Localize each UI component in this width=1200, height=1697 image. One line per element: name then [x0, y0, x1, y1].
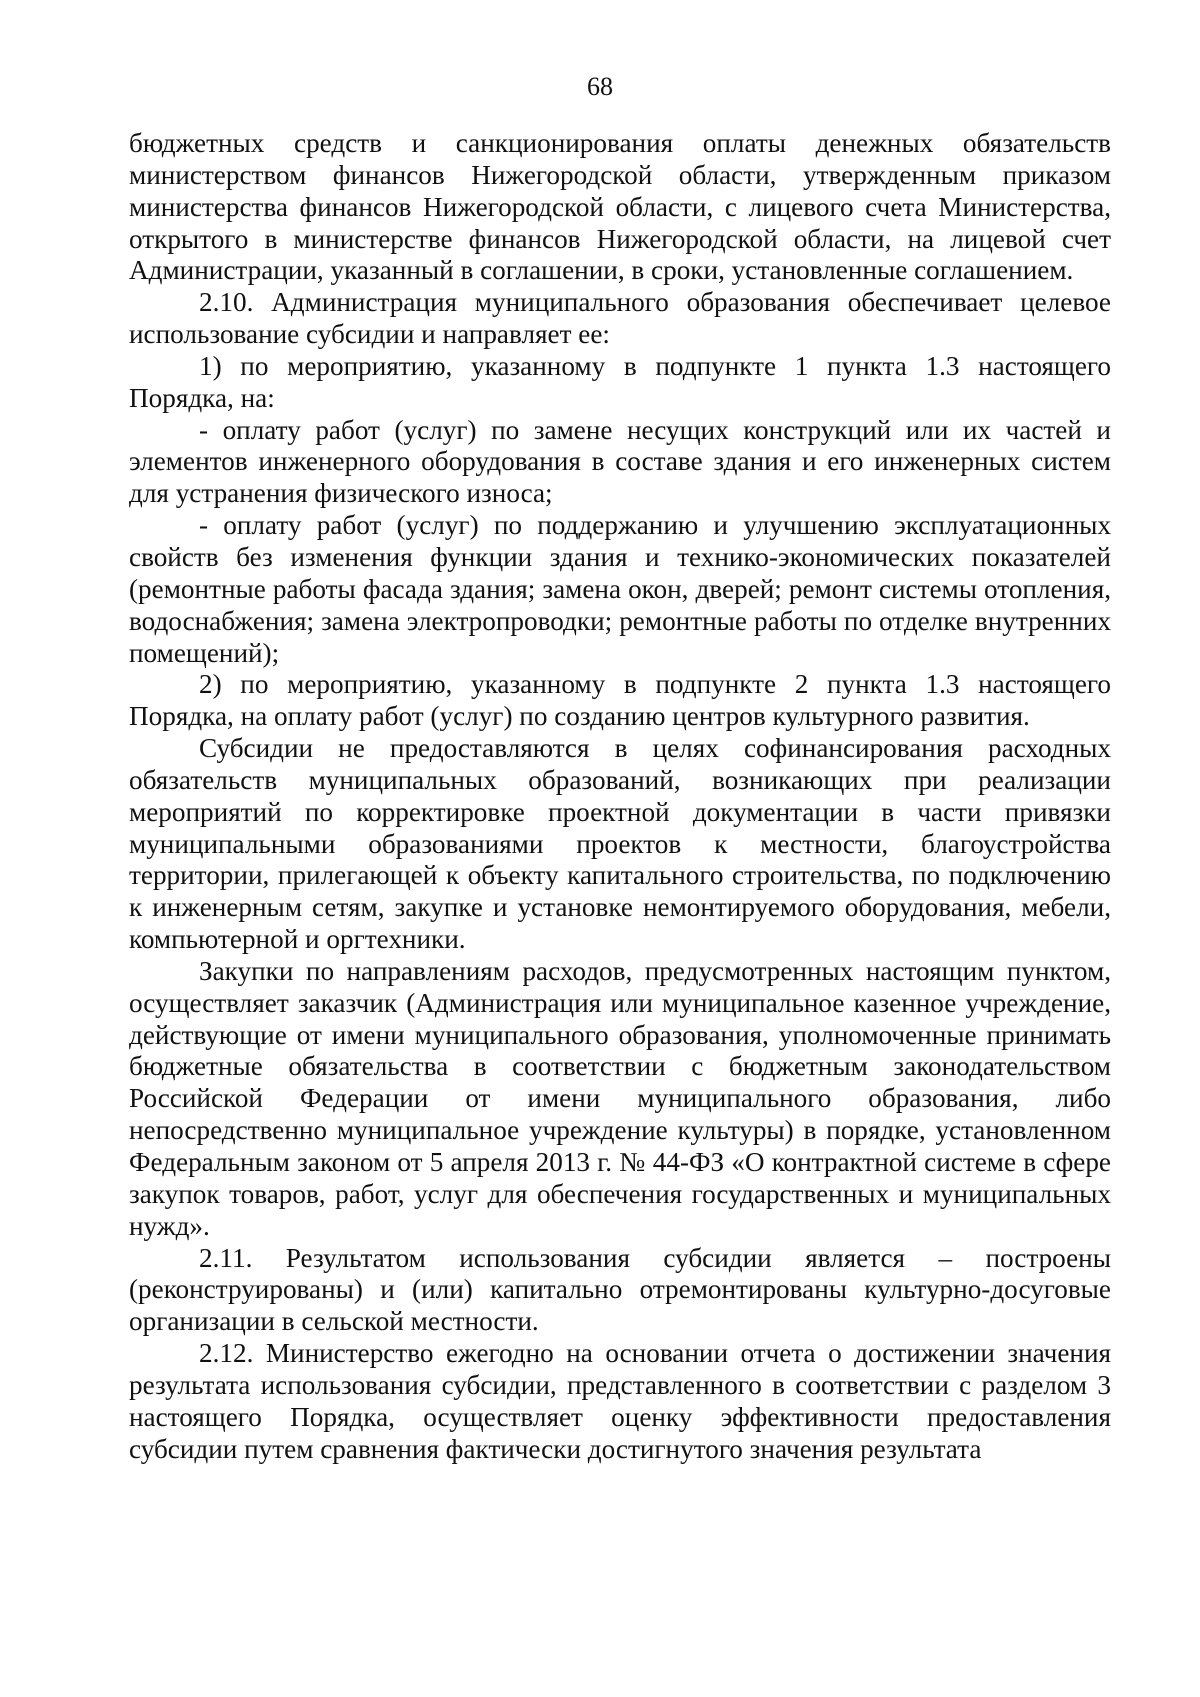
- document-body: [129, 128, 1111, 1465]
- paragraph-item-2: 2) по мероприятию, указанному в подпункте 2 пункта 1.3 настоящего Порядка, на оплату работ (услуг) по созданию центров культурного развития.: [129, 669, 1111, 732]
- paragraph-continuation: бюджетных средств и санкционирования оплаты денежных обязательств министерством финансов Нижегородской области, утвержденным приказом министерства финансов Нижегородской области, с лицевого счета Министерства, открытого в министерстве финансов Нижегородской области, на лицевой счет Администрации, указанный в соглашении, в сроки, установленные соглашением.: [129, 128, 1111, 286]
- page-number: 68: [587, 72, 613, 101]
- paragraph-2-12: 2.12. Министерство ежегодно на основании отчета о достижении значения результата использования субсидии, представленного в соответствии с разделом 3 настоящего Порядка, осуществляет оценку эффективности предоставления субсидии путем сравнения фактически достигнутого значения результата: [129, 1338, 1111, 1464]
- paragraph-2-10: 2.10. Администрация муниципального образования обеспечивает целевое использование субсидии и направляет ее:: [129, 287, 1111, 350]
- paragraph-2-11: 2.11. Результатом использования субсидии является – построены (реконструированы) и (или) капитально отремонтированы культурно-досуговые организации в сельской местности.: [129, 1242, 1111, 1337]
- paragraph-item-1: 1) по мероприятию, указанному в подпункте 1 пункта 1.3 настоящего Порядка, на:: [129, 350, 1111, 413]
- paragraph-procurement: Закупки по направлениям расходов, предусмотренных настоящим пунктом, осуществляет заказчик (Администрация или муниципальное казенное учреждение, действующие от имени муниципального образования, уполномоченные принимать бюджетные обязательства в соответствии с бюджетным законодательством Российской Федерации от имени муниципального образования, либо непосредственно муниципальное учреждение культуры) в порядке, установленном Федеральным законом от 5 апреля 2013 г. № 44-ФЗ «О контрактной системе в сфере закупок товаров, работ, услуг для обеспечения государственных и муниципальных нужд».: [129, 955, 1111, 1241]
- paragraph-subsidy-exclusions: Субсидии не предоставляются в целях софинансирования расходных обязательств муниципальных образований, возникающих при реализации мероприятий по корректировке проектной документации в части привязки муниципальными образованиями проектов к местности, благоустройства территории, прилегающей к объекту капитального строительства, по подключению к инженерным сетям, закупке и установке немонтируемого оборудования, мебели, компьютерной и оргтехники.: [129, 733, 1111, 955]
- paragraph-bullet-2: - оплату работ (услуг) по поддержанию и улучшению эксплуатационных свойств без изменения функции здания и технико-экономических показателей (ремонтные работы фасада здания; замена окон, дверей; ремонт системы отопления, водоснабжения; замена электропроводки; ремонтные работы по отделке внутренних помещений);: [129, 510, 1111, 668]
- paragraph-bullet-1: - оплату работ (услуг) по замене несущих конструкций или их частей и элементов инженерного оборудования в составе здания и его инженерных систем для устранения физического износа;: [129, 414, 1111, 509]
